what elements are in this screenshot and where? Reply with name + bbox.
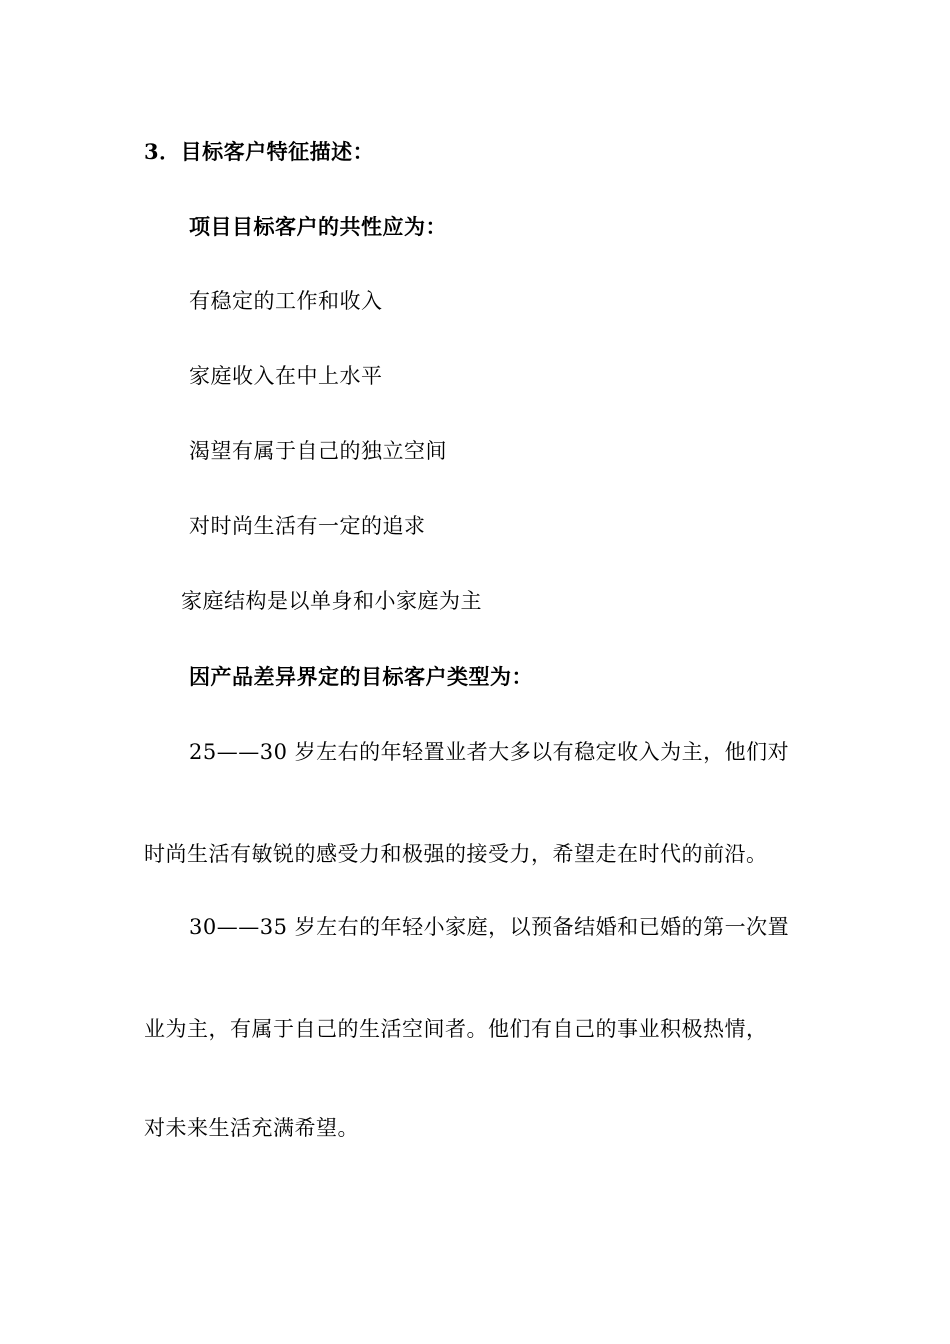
paragraph-line: 25——30 岁左右的年轻置业者大多以有稳定收入为主，他们对 bbox=[189, 740, 790, 764]
paragraph-line: 30——35 岁左右的年轻小家庭，以预备结婚和已婚的第一次置 bbox=[189, 915, 790, 939]
trait-item: 渴望有属于自己的独立空间 bbox=[189, 439, 447, 463]
trait-item: 家庭结构是以单身和小家庭为主 bbox=[181, 589, 482, 613]
paragraph-line: 业为主，有属于自己的生活空间者。他们有自己的事业积极热情， bbox=[144, 1017, 768, 1041]
common-traits-heading: 项目目标客户的共性应为： bbox=[189, 214, 447, 239]
section-heading: 3．目标客户特征描述： bbox=[144, 139, 375, 164]
customer-types-heading: 因产品差异界定的目标客户类型为： bbox=[189, 664, 533, 689]
trait-item: 家庭收入在中上水平 bbox=[189, 364, 383, 388]
trait-item: 有稳定的工作和收入 bbox=[189, 289, 383, 313]
paragraph-line: 时尚生活有敏锐的感受力和极强的接受力，希望走在时代的前沿。 bbox=[144, 842, 768, 866]
trait-item: 对时尚生活有一定的追求 bbox=[189, 514, 426, 538]
paragraph-line: 对未来生活充满希望。 bbox=[144, 1116, 359, 1140]
